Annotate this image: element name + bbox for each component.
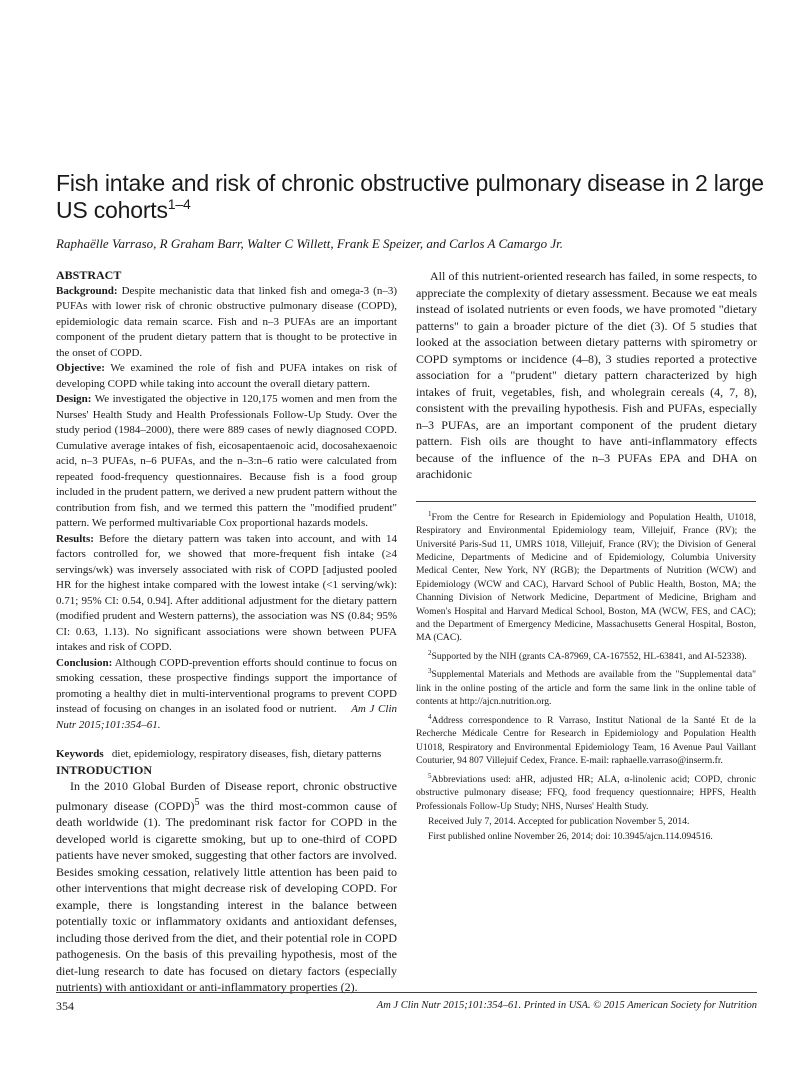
design-text: We investigated the objective in 120,175 women and men from the Nurses' Health Study and Health Professionals Follow-Up Study. Over the study period (1984–2000), there were 889 cases of newly diagnosed COPD. Cumulative average intakes of fish, eicosapentaenoic acid, docosahexaenoic acid, n–3 PUFAs, n–6 PUFAs, and the n–3:n–6 ratio were calculated from repeated food-frequency questionnaires. Because fish is a food group included in the prudent pattern, we derived a new prudent pattern without the contribution from fish, and we termed this pattern the "modified prudent" pattern. We performed multivariable Cox proportional hazards models. [56,393,397,529]
footnotes [416,501,756,844]
footnote-number: 4 [428,712,432,721]
footnote-number: 2 [428,648,432,657]
footnote-text: Supported by the NIH (grants CA-87969, CA-167552, HL-63841, and AI-52338). [431,650,747,662]
keywords-label: Keywords [56,748,104,760]
article-title-text: Fish intake and risk of chronic obstructive pulmonary disease in 2 large US cohorts [56,170,764,223]
intro-p1-start: In the 2010 Global Burden of Disease report, chronic obstructive pulmonary disease (COPD) [56,779,397,813]
abstract-objective [56,361,397,392]
abstract-heading: ABSTRACT [56,268,122,282]
footnote [416,508,756,645]
received-line: Received July 7, 2014. Accepted for publication November 5, 2014. [428,815,690,827]
footnote-number: 5 [428,771,432,780]
introduction-paragraph-2: All of this nutrient-oriented research has failed, in some respects, to appreciate the complexity of dietary assessment. Because we eat meals instead of isolated nutrients or even foods, we have promoted "dietary patterns" to gain a broader picture of the diet (3). Of 5 studies that looked at the association between dietary patterns with spirometry or COPD symptoms or incidence (4–8), 3 studies reported a protective association for a "prudent" dietary pattern characterized by high intakes of fruit, vegetables, fish, and wholegrain cereals (4, 7, 8), consistent with the prevailing hypothesis. Fish and PUFAs, especially n–3 PUFAs, are an important component of the prudent dietary pattern. Fish oils are thought to have anti-inflammatory effects because of the influence of the n–3 PUFAs EPA and DHA on arachidonic [416,269,757,481]
abstract-citation: Am J Clin Nutr 2015;101:354–61. [56,703,398,731]
footnote-text: Abbreviations used: aHR, adjusted HR; ALA, α-linolenic acid; COPD, chronic obstructive pulmonary disease; FFQ, food frequency questionnaire; HPFS, Health Professionals Follow-Up Study; NHS, Nurses' Health Study. [416,773,756,812]
keywords-text: diet, epidemiology, respiratory diseases, fish, dietary patterns [111,748,382,760]
results-label: Results: [56,532,94,545]
footnote [416,647,756,664]
left-column [56,268,397,996]
introduction-paragraph-1 [56,778,397,996]
objective-label: Objective: [56,362,105,374]
first-published-line: First published online November 26, 2014; doi: 10.3945/ajcn.114.094516. [428,831,713,843]
abstract-design [56,392,397,532]
conclusion-text: Although COPD-prevention efforts should continue to focus on smoking cessation, these prospective findings support the importance of promoting a healthy diet in multi-interventional programs to prevent COPD instead of focusing on changes in an isolated food or nutrient. [56,656,397,715]
footnote [416,711,756,768]
background-label: Background: [56,284,118,297]
footnote-text: Address correspondence to R Varraso, Institut National de la Santé Et de la Recherche Médicale Centre for Research in Epidemiology and Population Health U1018, Respiratory and Environmental Epidemiology Team, 16 Avenue Paul Vaillant Couturier, 94 807 Villejuif Cedex, France. E-mail: raphaelle.varraso@inserm.fr. [416,714,756,767]
footnote [416,770,756,813]
article-title [56,170,776,224]
abstract-conclusion [56,656,397,734]
design-label: Design: [56,393,92,405]
conclusion-label: Conclusion: [56,656,113,669]
results-text: Before the dietary pattern was taken into account, and with 14 factors controlled for, we showed that more-frequent fish intake (≥4 servings/wk) was inversely associated with risk of COPD [adjusted pooled HR for the highest intake compared with the lowest intake (<1 serving/wk): 0.71; 95% CI: 0.54, 0.94]. After additional adjustment for the dietary pattern (modified prudent and Western patterns), the association was NS (0.84; 95% CI: 0.63, 1.13). No significant associations were shown between PUFA intakes and risk of COPD. [56,532,397,653]
journal-footer: Am J Clin Nutr 2015;101:354–61. Printed in USA. © 2015 American Society for Nutrition [376,1000,757,1011]
keywords [56,747,397,763]
footnote-number: 1 [428,509,432,518]
abstract-background [56,284,397,362]
page-number: 354 [56,999,74,1013]
intro-p1-rest: was the third most-common cause of death worldwide (1). The predominant risk factor for COPD in the developed world is cigarette smoking, but up to one-third of COPD patients have never smoked, suggesting that other factors are involved. Besides smoking cessation, relatively little attention has been paid to other interventions that might decrease risk of developing COPD. For example, there is longstanding interest in the balance between potentially toxic or inflammatory oxidants and antioxidant defenses, including those derived from the diet, and their potential role in COPD pathogenesis. On the basis of this prevailing hypothesis, most of the diet-lung research to date has focused on dietary factors (especially nutrients) with antioxidant or anti-inflammatory properties (2). [56,798,397,994]
background-text: Despite mechanistic data that linked fish and omega-3 (n–3) PUFAs with lower risk of chronic obstructive pulmonary disease (COPD), epidemiologic data remain scarce. Fish and n–3 PUFAs are an important component of the prudent dietary pattern that is thought to be protective in the onset of COPD. [56,284,398,359]
intro-footnote-ref: 5 [194,796,200,808]
abstract-results [56,532,397,656]
footnote-text: Supplemental Materials and Methods are available from the "Supplemental data" link in the online posting of the article and form the same link in the online table of contents at http://ajcn.nutrition.org. [416,669,756,708]
right-column [416,268,757,846]
introduction-heading: INTRODUCTION [56,762,153,777]
objective-text: We examined the role of fish and PUFA intakes on risk of developing COPD while taking into account the overall dietary pattern. [56,362,397,390]
footnote [416,665,756,708]
footnote-number: 3 [428,667,432,676]
author-list: Raphaëlle Varraso, R Graham Barr, Walter C Willett, Frank E Speizer, and Carlos A Camargo Jr. [56,236,564,251]
footnote-text: From the Centre for Research in Epidemiology and Population Health, U1018, Respiratory and Environmental Epidemiology team, Villejuif, France (RV); the Université Paris-Sud 11, UMRS 1018, Villejuif, France (RV); the Division of General Medicine, Departments of Medicine and of Epidemiology, Columbia University Medical Center, New York, NY (RGB); the Departments of Nutrition (WCW) and Epidemiology (WCW and CAC), Harvard School of Public Health, Boston, MA; the Channing Division of Network Medicine, Department of Medicine, Brigham and Women's Hospital and Harvard Medical School, Boston, MA (WCW, FES, and CAC); and the Department of Emergency Medicine, Massachusetts General Hospital, Boston, MA (CAC). [416,511,756,644]
footer-rule [56,992,757,993]
title-footnote-refs: 1–4 [167,196,191,212]
